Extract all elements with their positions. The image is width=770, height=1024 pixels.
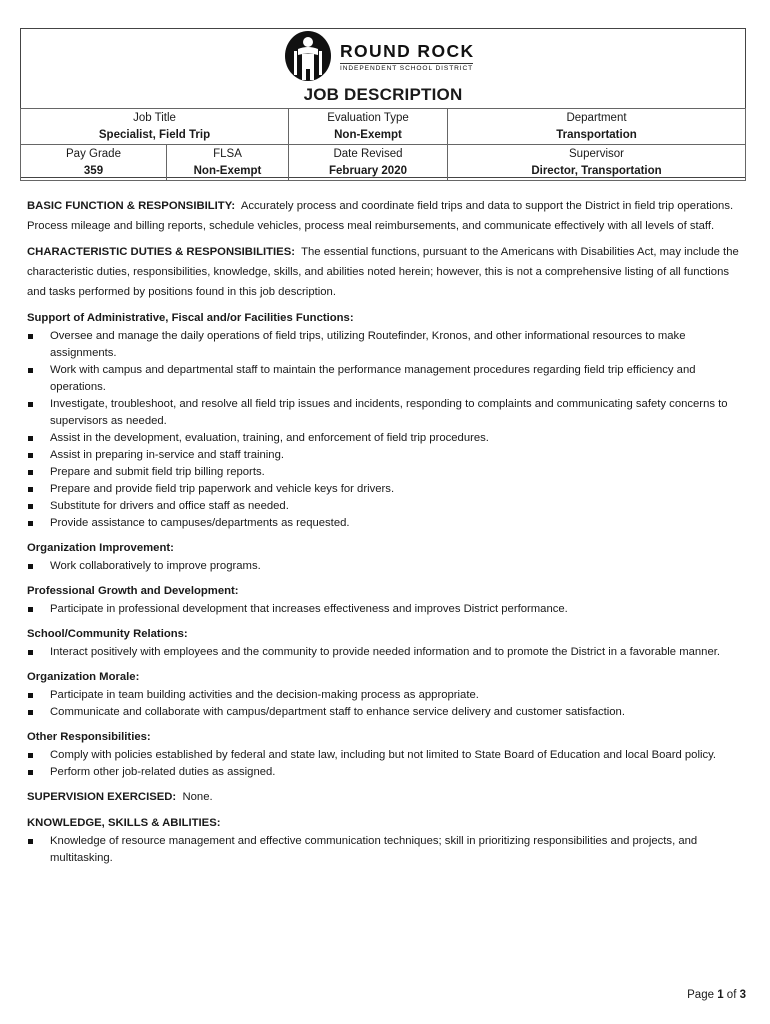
page-title: JOB DESCRIPTION bbox=[303, 85, 463, 104]
list-item bbox=[27, 558, 745, 575]
date-revised-value: February 2020 bbox=[329, 164, 407, 177]
ksa-heading: KNOWLEDGE, SKILLS & ABILITIES: bbox=[27, 817, 221, 829]
list-item bbox=[27, 430, 745, 447]
list-item-text: Assist in preparing in-service and staff training. bbox=[50, 449, 285, 461]
bullet-icon bbox=[28, 436, 33, 441]
list-item-text: Participate in professional development that increases effectiveness and improves District performance. bbox=[50, 603, 568, 615]
list-item bbox=[27, 833, 745, 867]
list-item-text: Provide assistance to campuses/departments as requested. bbox=[50, 517, 350, 529]
pay-grade-value: 359 bbox=[83, 164, 104, 177]
district-logo bbox=[285, 31, 515, 85]
logo-subtitle: INDEPENDENT SCHOOL DISTRICT bbox=[340, 65, 474, 72]
supervisor-label: Supervisor bbox=[569, 147, 624, 160]
list-item-text: Work collaboratively to improve programs. bbox=[50, 560, 261, 572]
document-body bbox=[27, 196, 745, 871]
list-item-text: Participate in team building activities and the decision-making process as appropriate. bbox=[50, 689, 479, 701]
bullet-icon bbox=[28, 470, 33, 475]
bullet-icon bbox=[28, 770, 33, 775]
list-item-text: Prepare and submit field trip billing reports. bbox=[50, 466, 265, 478]
list-item-text: Investigate, troubleshoot, and resolve all field trip issues and incidents, responding to complaints and communicating safety concerns to supervisors as needed. bbox=[50, 398, 728, 427]
list-item-text: Communicate and collaborate with campus/department staff to enhance service delivery and customer satisfaction. bbox=[50, 706, 625, 718]
duties-paragraph bbox=[27, 242, 745, 302]
evaluation-type-cell bbox=[289, 109, 448, 145]
list-item bbox=[27, 515, 745, 532]
list-item-text: Knowledge of resource management and effective communication techniques; skill in prioritizing responsibilities and projects, and multitasking. bbox=[50, 835, 698, 864]
evaluation-type-value: Non-Exempt bbox=[334, 128, 402, 141]
flsa-cell bbox=[167, 145, 289, 181]
list-item-text: Assist in the development, evaluation, training, and enforcement of field trip procedures. bbox=[50, 432, 489, 444]
flsa-label: FLSA bbox=[213, 147, 242, 160]
section-heading: School/Community Relations: bbox=[27, 628, 188, 640]
section-heading: Organization Morale: bbox=[27, 671, 140, 683]
logo-emblem-icon bbox=[285, 31, 331, 81]
bullet-icon bbox=[28, 402, 33, 407]
bullet-icon bbox=[28, 564, 33, 569]
page-of: of bbox=[726, 989, 737, 1001]
basic-function-label: BASIC FUNCTION & RESPONSIBILITY: bbox=[27, 200, 236, 212]
bullet-icon bbox=[28, 334, 33, 339]
page-current: 1 bbox=[717, 989, 724, 1001]
list-item bbox=[27, 704, 745, 721]
list-item-text: Comply with policies established by federal and state law, including but not limited to State Board of Education and local Board policy. bbox=[50, 749, 717, 761]
bullet-icon bbox=[28, 368, 33, 373]
ksa-list bbox=[27, 833, 745, 867]
basic-function-paragraph bbox=[27, 196, 745, 236]
bullet-icon bbox=[28, 710, 33, 715]
bullet-icon bbox=[28, 521, 33, 526]
basic-function-text: Accurately process and coordinate field trips and data to support the District in field trip operations. Process mileage and billing reports, schedule vehicles, process meal reimbursements, and communicate effectively with all levels of staff. bbox=[27, 200, 734, 232]
list-item bbox=[27, 764, 745, 781]
department-cell bbox=[448, 109, 746, 145]
section-list bbox=[27, 687, 745, 721]
duties-text: The essential functions, pursuant to the Americans with Disabilities Act, may include the characteristic duties, responsibilities, knowledge, skills, and abilities noted herein; however, this is not a comprehensive listing of all functions and tasks performed by positions found in this job description. bbox=[27, 246, 739, 298]
section-list bbox=[27, 558, 745, 575]
list-item-text: Substitute for drivers and office staff as needed. bbox=[50, 500, 289, 512]
list-item-text: Work with campus and departmental staff to maintain the performance management procedures regarding field trip efficiency and operations. bbox=[50, 364, 696, 393]
list-item bbox=[27, 396, 745, 430]
date-revised-cell bbox=[289, 145, 448, 181]
duties-label: CHARACTERISTIC DUTIES & RESPONSIBILITIES: bbox=[27, 246, 296, 258]
header-box bbox=[20, 28, 746, 178]
date-revised-label: Date Revised bbox=[333, 147, 403, 160]
page-number bbox=[687, 989, 746, 1001]
section-heading: Other Responsibilities: bbox=[27, 731, 151, 743]
list-item bbox=[27, 687, 745, 704]
bullet-icon bbox=[28, 504, 33, 509]
bullet-icon bbox=[28, 453, 33, 458]
pay-grade-label: Pay Grade bbox=[66, 147, 121, 160]
list-item-text: Prepare and provide field trip paperwork and vehicle keys for drivers. bbox=[50, 483, 395, 495]
job-title-cell bbox=[21, 109, 289, 145]
pay-grade-cell bbox=[21, 145, 167, 181]
supervisor-cell bbox=[448, 145, 746, 181]
section-list bbox=[27, 747, 745, 781]
supervision-paragraph bbox=[27, 787, 745, 807]
job-title-value: Specialist, Field Trip bbox=[98, 128, 211, 141]
section-heading: Support of Administrative, Fiscal and/or Facilities Functions: bbox=[27, 312, 354, 324]
section-list bbox=[27, 328, 745, 532]
section-heading: Organization Improvement: bbox=[27, 542, 174, 554]
job-title-label: Job Title bbox=[133, 111, 176, 124]
bullet-icon bbox=[28, 650, 33, 655]
section-list bbox=[27, 644, 745, 661]
list-item-text: Perform other job-related duties as assigned. bbox=[50, 766, 276, 778]
list-item bbox=[27, 464, 745, 481]
list-item bbox=[27, 447, 745, 464]
list-item bbox=[27, 601, 745, 618]
section-list bbox=[27, 601, 745, 618]
supervision-text: None. bbox=[182, 791, 213, 803]
bullet-icon bbox=[28, 487, 33, 492]
list-item-text: Oversee and manage the daily operations of field trips, utilizing Routefinder, Kronos, and other informational resources to make assignments. bbox=[50, 330, 686, 359]
list-item bbox=[27, 498, 745, 515]
section-heading: Professional Growth and Development: bbox=[27, 585, 239, 597]
logo-name: ROUND ROCK bbox=[340, 41, 475, 61]
bullet-icon bbox=[28, 753, 33, 758]
list-item bbox=[27, 481, 745, 498]
bullet-icon bbox=[28, 839, 33, 844]
list-item bbox=[27, 328, 745, 362]
list-item bbox=[27, 644, 745, 661]
bullet-icon bbox=[28, 607, 33, 612]
list-item bbox=[27, 362, 745, 396]
list-item-text: Interact positively with employees and the community to provide needed information and to promote the District in a favorable manner. bbox=[50, 646, 721, 658]
supervision-label: SUPERVISION EXERCISED: bbox=[27, 791, 177, 803]
page-total: 3 bbox=[739, 989, 746, 1001]
department-value: Transportation bbox=[556, 128, 637, 141]
flsa-value: Non-Exempt bbox=[193, 164, 262, 177]
department-label: Department bbox=[566, 111, 627, 124]
bullet-icon bbox=[28, 693, 33, 698]
supervisor-value: Director, Transportation bbox=[531, 164, 662, 177]
list-item bbox=[27, 747, 745, 764]
evaluation-type-label: Evaluation Type bbox=[327, 111, 409, 124]
page-prefix: Page bbox=[687, 989, 714, 1001]
job-info-table bbox=[20, 108, 746, 181]
